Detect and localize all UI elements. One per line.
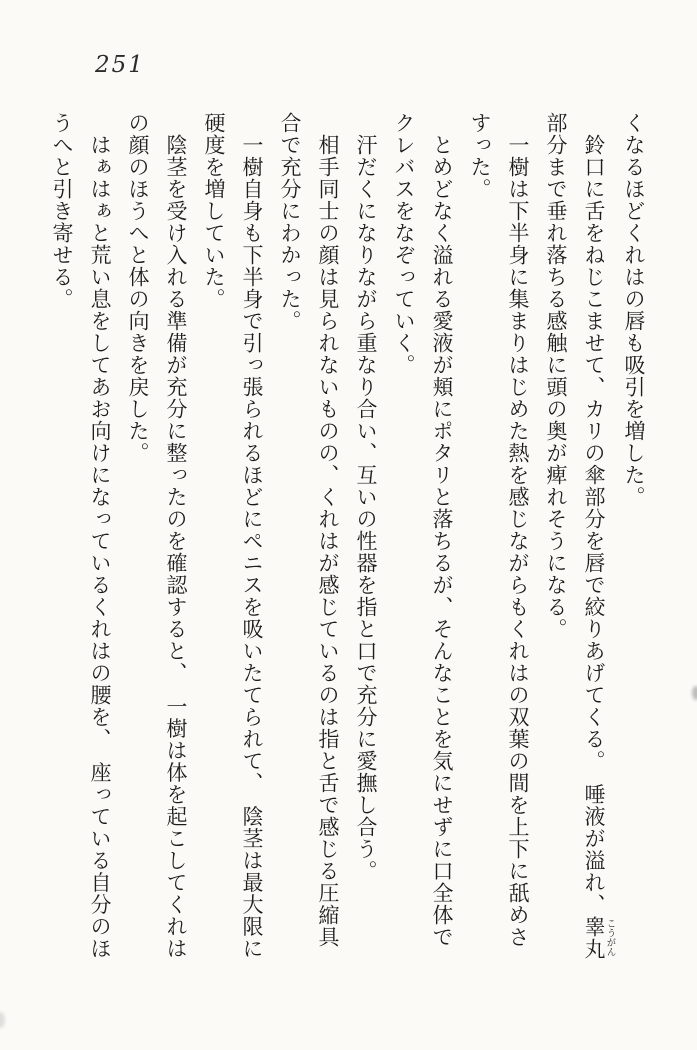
vertical-text-area xyxy=(43,112,653,1022)
text-column: すった。 xyxy=(468,112,492,200)
page-number: 251 xyxy=(95,52,145,78)
text-column: 部分まで垂れ落ちる感触に頭の奥が痺れそうになる。 xyxy=(544,112,568,640)
text-column: 硬度を増していた。 xyxy=(202,112,226,310)
text-column: 合で充分にわかった。 xyxy=(278,112,302,332)
text-column: うへと引き寄せる。 xyxy=(50,112,74,310)
scan-artifact xyxy=(692,686,697,700)
text-column: とめどなく溢れる愛液が頬にポタリと落ちるが、そんなことを気にせずに口全体で xyxy=(430,112,454,948)
text-column: くなるほどくれはの唇も吸引を増した。 xyxy=(622,112,646,508)
text-column: クレバスをなぞっていく。 xyxy=(392,112,416,376)
text-column: 鈴口に舌をねじこませて、カリの傘部分を唇で絞りあげてくる。 唾液が溢れ、睾丸こうがん xyxy=(582,112,616,960)
scan-artifact xyxy=(0,1012,5,1028)
text-column: はぁはぁと荒い息をしてあお向けになっているくれはの腰を、 座っている自分のほ xyxy=(88,112,112,960)
text-column: の顔のほうへと体の向きを戻した。 xyxy=(126,112,150,464)
text-column: 汗だくになりながら重なり合い、互いの性器を指と口で充分に愛撫し合う。 xyxy=(354,112,378,882)
furigana-ruby: 睾丸こうがん xyxy=(582,915,616,960)
text-column: 陰茎を受け入れる準備が充分に整ったのを確認すると、 一樹は体を起こしてくれは xyxy=(164,112,188,960)
text-column: 一樹自身も下半身で引っ張られるほどにペニスを吸いたてられて、 陰茎は最大限に xyxy=(240,112,264,960)
text-column: 一樹は下半身に集まりはじめた熱を感じながらもくれはの双葉の間を上下に舐めさ xyxy=(506,112,530,948)
text-column: 相手同士の顔は見られないものの、くれはが感じているのは指と舌で感じる圧縮具 xyxy=(316,112,340,948)
